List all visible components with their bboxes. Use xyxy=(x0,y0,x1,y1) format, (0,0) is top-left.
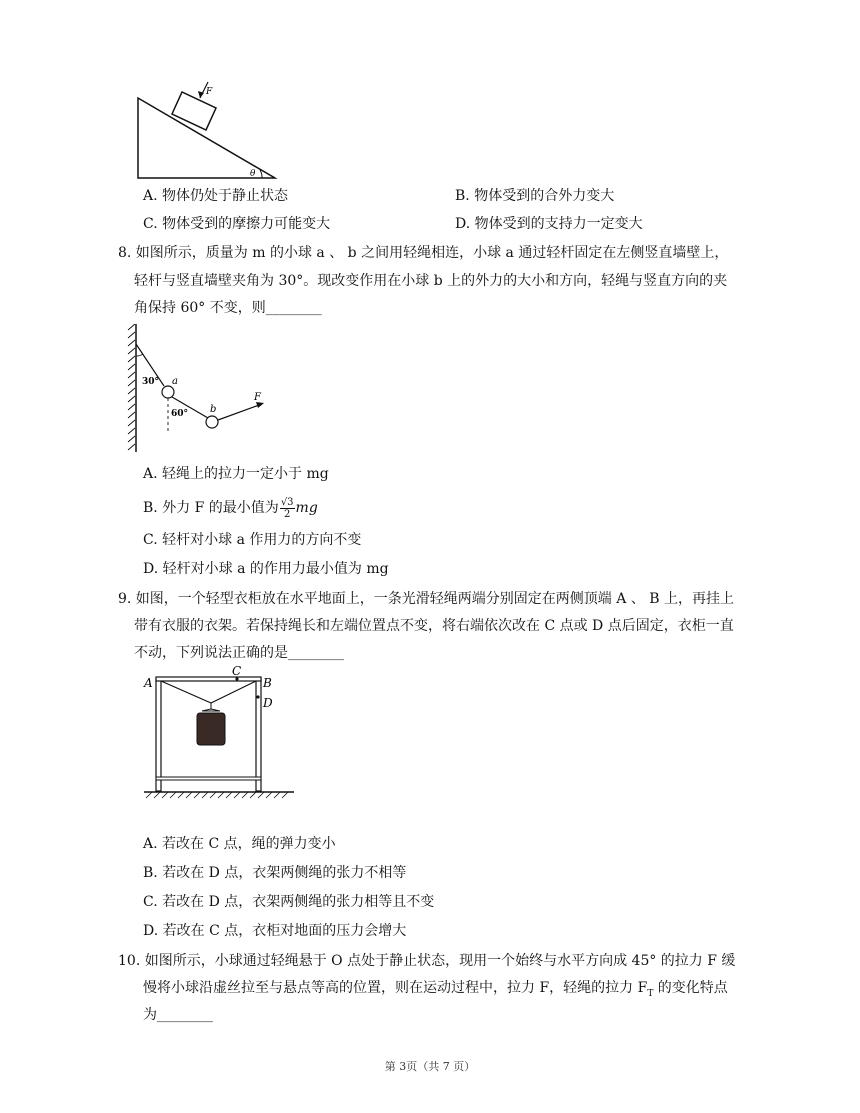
q7-option-d: D. 物体受到的支持力一定变大 xyxy=(455,216,643,232)
angle-60-label: 60° xyxy=(171,409,189,419)
angle-30-label: 30° xyxy=(142,377,160,387)
q9-option-b: B. 若改在 D 点，衣架两侧绳的张力不相等 xyxy=(143,865,407,881)
q9-option-d: D. 若改在 C 点，衣柜对地面的压力会增大 xyxy=(143,923,407,939)
q7-option-a: A. 物体仍处于静止状态 xyxy=(143,188,289,204)
q9-stem-line-2: 带有衣服的衣架。若保持绳长和左端位置点不变，将右端依次改在 C 点或 D 点后固定，衣柜一直 xyxy=(134,618,734,634)
wardrobe-figure xyxy=(140,665,300,807)
q8-stem-line-2: 轻杆与竖直墙壁夹角为 30°。现改变作用在小球 b 上的外力的大小和方向，轻绳与竖直方向的夹 xyxy=(134,273,728,289)
q10-stem-line-1: 10. 如图所示，小球通过轻绳悬于 O 点处于静止状态，现用一个始终与水平方向成 45° 的拉力 F 缓 xyxy=(118,953,736,969)
q7-option-b: B. 物体受到的合外力变大 xyxy=(455,188,615,204)
q9-option-c: C. 若改在 D 点，衣架两侧绳的张力相等且不变 xyxy=(143,894,435,910)
sqrt3-over-2-fraction: $\frac{√3}{2}$ xyxy=(280,496,294,520)
q10-stem-line-3: 为________ xyxy=(143,1007,213,1023)
q9-stem-line-1: 9. 如图，一个轻型衣柜放在水平地面上，一条光滑轻绳两端分别固定在两侧顶端 A 、 B 上，再挂上 xyxy=(118,591,735,607)
point-C-label: C xyxy=(232,665,242,678)
ball-b-label: b xyxy=(210,404,217,415)
q9-stem-line-3: 不动，下列说法正确的是________ xyxy=(134,645,344,661)
angle-label: θ xyxy=(250,169,256,179)
q10-stem-line-2: 慢将小球沿虚丝拉至与悬点等高的位置，则在运动过程中，拉力 F，轻绳的拉力 $F_T$ 的变化特点 xyxy=(143,980,728,999)
force-label: F xyxy=(206,87,213,97)
q8-option-a: A. 轻绳上的拉力一定小于 mg xyxy=(143,466,329,482)
q7-option-c: C. 物体受到的摩擦力可能变大 xyxy=(143,216,331,232)
q8-option-b: B. 外力 F 的最小值为 $\frac{√3}{2}$ mg xyxy=(143,496,318,520)
force-F-label: F xyxy=(254,392,261,403)
ball-a-label: a xyxy=(172,376,178,387)
q8-stem-line-3: 角保持 60° 不变，则________ xyxy=(134,300,322,316)
q8-option-c: C. 轻杆对小球 a 作用力的方向不变 xyxy=(143,532,362,548)
point-B-label: B xyxy=(263,676,272,690)
q9-option-a: A. 若改在 C 点，绳的弹力变小 xyxy=(143,836,336,852)
point-D-label: D xyxy=(263,696,273,710)
incline-figure xyxy=(130,78,280,182)
point-A-label: A xyxy=(144,676,153,690)
q8-option-b-text: B. 外力 F 的最小值为 xyxy=(143,500,279,516)
page-footer: 第 3页（共 7 页） xyxy=(384,1060,476,1073)
q8-stem-line-1: 8. 如图所示，质量为 m 的小球 a 、 b 之间用轻绳相连，小球 a 通过轻杆固定在左侧竖直墙壁上， xyxy=(118,245,729,261)
q8-option-d: D. 轻杆对小球 a 的作用力最小值为 mg xyxy=(143,561,389,577)
balls-wall-figure xyxy=(124,322,274,456)
